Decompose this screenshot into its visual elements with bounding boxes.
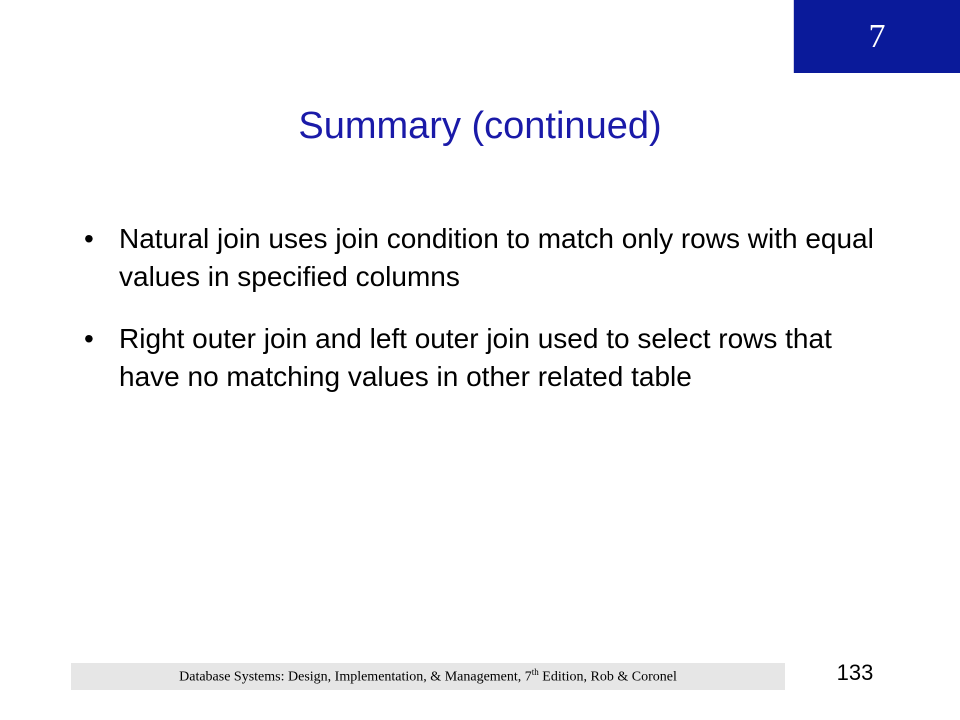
footer-text-after: Edition, Rob & Coronel — [538, 669, 677, 685]
bullet-marker: • — [84, 223, 94, 254]
chapter-number-badge: 7 — [793, 0, 960, 73]
footer-superscript: th — [531, 667, 539, 678]
bullet-list — [84, 220, 874, 420]
footer-citation — [179, 667, 677, 686]
bullet-item — [84, 320, 874, 396]
footer-text-before: Database Systems: Design, Implementation, & Management, 7 — [179, 669, 532, 685]
bullet-text: Right outer join and left outer join used to select rows that have no matching values in other related table — [119, 323, 832, 392]
bullet-marker: • — [84, 323, 94, 354]
slide-title: Summary (continued) — [298, 105, 662, 147]
bullet-item — [84, 220, 874, 296]
footer-bar — [71, 663, 785, 690]
page-number: 133 — [836, 660, 874, 685]
bullet-text: Natural join uses join condition to match only rows with equal values in specified columns — [119, 223, 874, 292]
